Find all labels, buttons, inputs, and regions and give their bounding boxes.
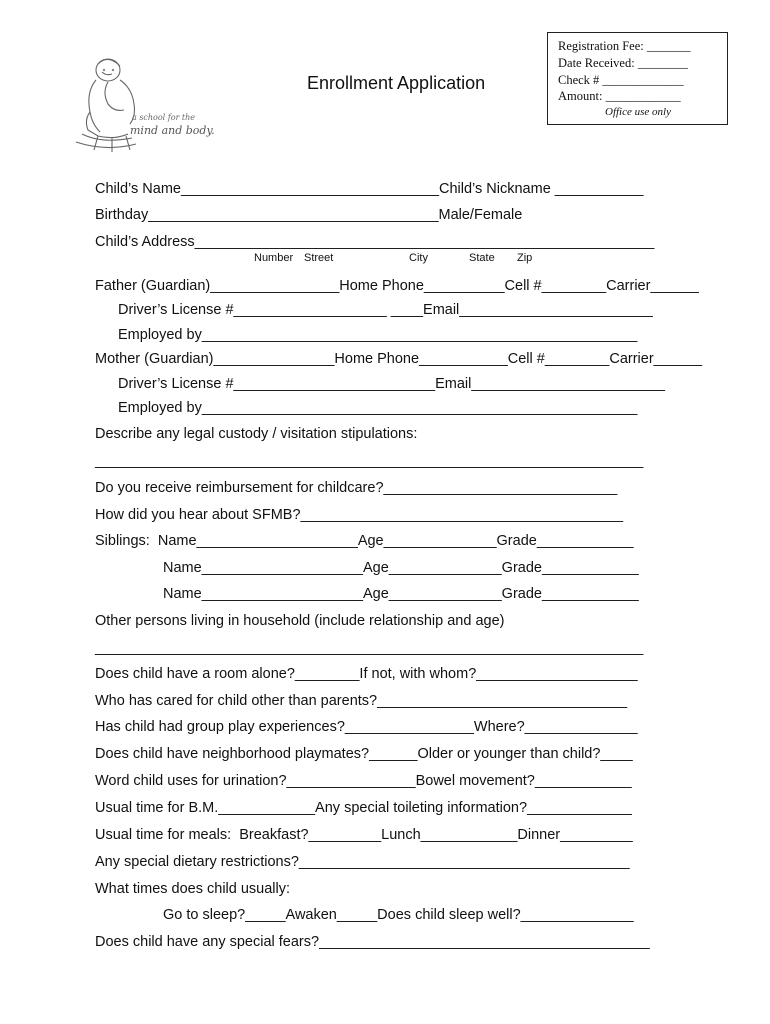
caregiver-line[interactable]: Who has cared for child other than parents?_______________________________ [95,693,628,709]
custody-answer-line[interactable]: ____________________________________________________________________ [95,453,644,469]
amount-field[interactable]: Amount: ____________ [558,89,681,103]
logo-tagline-2: mind and body. [130,124,215,137]
hear-about-line[interactable]: How did you hear about SFMB?________________________________________ [95,507,624,523]
household-answer-line[interactable]: ____________________________________________________________________ [95,640,644,656]
mother-license-line[interactable]: Driver’s License #_________________________Email________________________ [118,376,665,392]
address-label-zip: Zip [517,252,533,264]
address-label-city: City [409,252,428,264]
reimbursement-line[interactable]: Do you receive reimbursement for childcare?_____________________________ [95,480,618,496]
address-label-street: Street [304,252,334,264]
father-license-line[interactable]: Driver’s License #___________________ ____Email________________________ [118,302,653,318]
registration-fee-field[interactable]: Registration Fee: _______ [558,39,691,53]
sleep-line[interactable]: Go to sleep?_____Awaken_____Does child sleep well?______________ [163,907,634,923]
mother-guardian-line[interactable]: Mother (Guardian)_______________Home Phone___________Cell #________Carrier______ [95,351,703,367]
meal-times-line[interactable]: Usual time for meals: Breakfast?_________Lunch____________Dinner_________ [95,827,633,843]
sibling-row-2[interactable]: Name____________________Age______________Grade____________ [163,560,639,576]
check-number-field[interactable]: Check # _____________ [558,73,684,87]
address-label-number: Number [254,252,294,264]
playmates-line[interactable]: Does child have neighborhood playmates?______Older or younger than child?____ [95,746,633,762]
father-guardian-line[interactable]: Father (Guardian)________________Home Phone__________Cell #________Carrier______ [95,278,699,294]
fears-line[interactable]: Does child have any special fears?_________________________________________ [95,934,650,950]
office-use-box [547,32,728,125]
urination-line[interactable]: Word child uses for urination?________________Bowel movement?____________ [95,773,632,789]
group-play-line[interactable]: Has child had group play experiences?________________Where?______________ [95,719,638,735]
bm-time-line[interactable]: Usual time for B.M.____________Any special toileting information?_____________ [95,800,632,816]
address-label-state: State [469,252,495,264]
mother-employed-line[interactable]: Employed by______________________________________________________ [118,400,638,416]
household-question: Other persons living in household (include relationship and age) [95,613,505,629]
sibling-row-1[interactable]: Siblings: Name____________________Age______________Grade____________ [95,533,634,549]
custody-question: Describe any legal custody / visitation stipulations: [95,426,418,442]
dietary-line[interactable]: Any special dietary restrictions?_________________________________________ [95,854,630,870]
office-use-note: Office use only [605,106,671,118]
sibling-row-3[interactable]: Name____________________Age______________Grade____________ [163,586,639,602]
child-name-line[interactable]: Child’s Name________________________________Child’s Nickname ___________ [95,181,644,197]
father-employed-line[interactable]: Employed by______________________________________________________ [118,327,638,343]
room-alone-line[interactable]: Does child have a room alone?________If not, with whom?____________________ [95,666,638,682]
school-logo [68,50,215,155]
birthday-line[interactable]: Birthday____________________________________Male/Female [95,207,523,223]
sleep-times-question: What times does child usually: [95,881,291,897]
logo-tagline-1: a school for the [132,113,196,122]
child-address-line[interactable]: Child’s Address_________________________________________________________ [95,234,655,250]
date-received-field[interactable]: Date Received: ________ [558,56,688,70]
page-title: Enrollment Application [307,73,486,93]
